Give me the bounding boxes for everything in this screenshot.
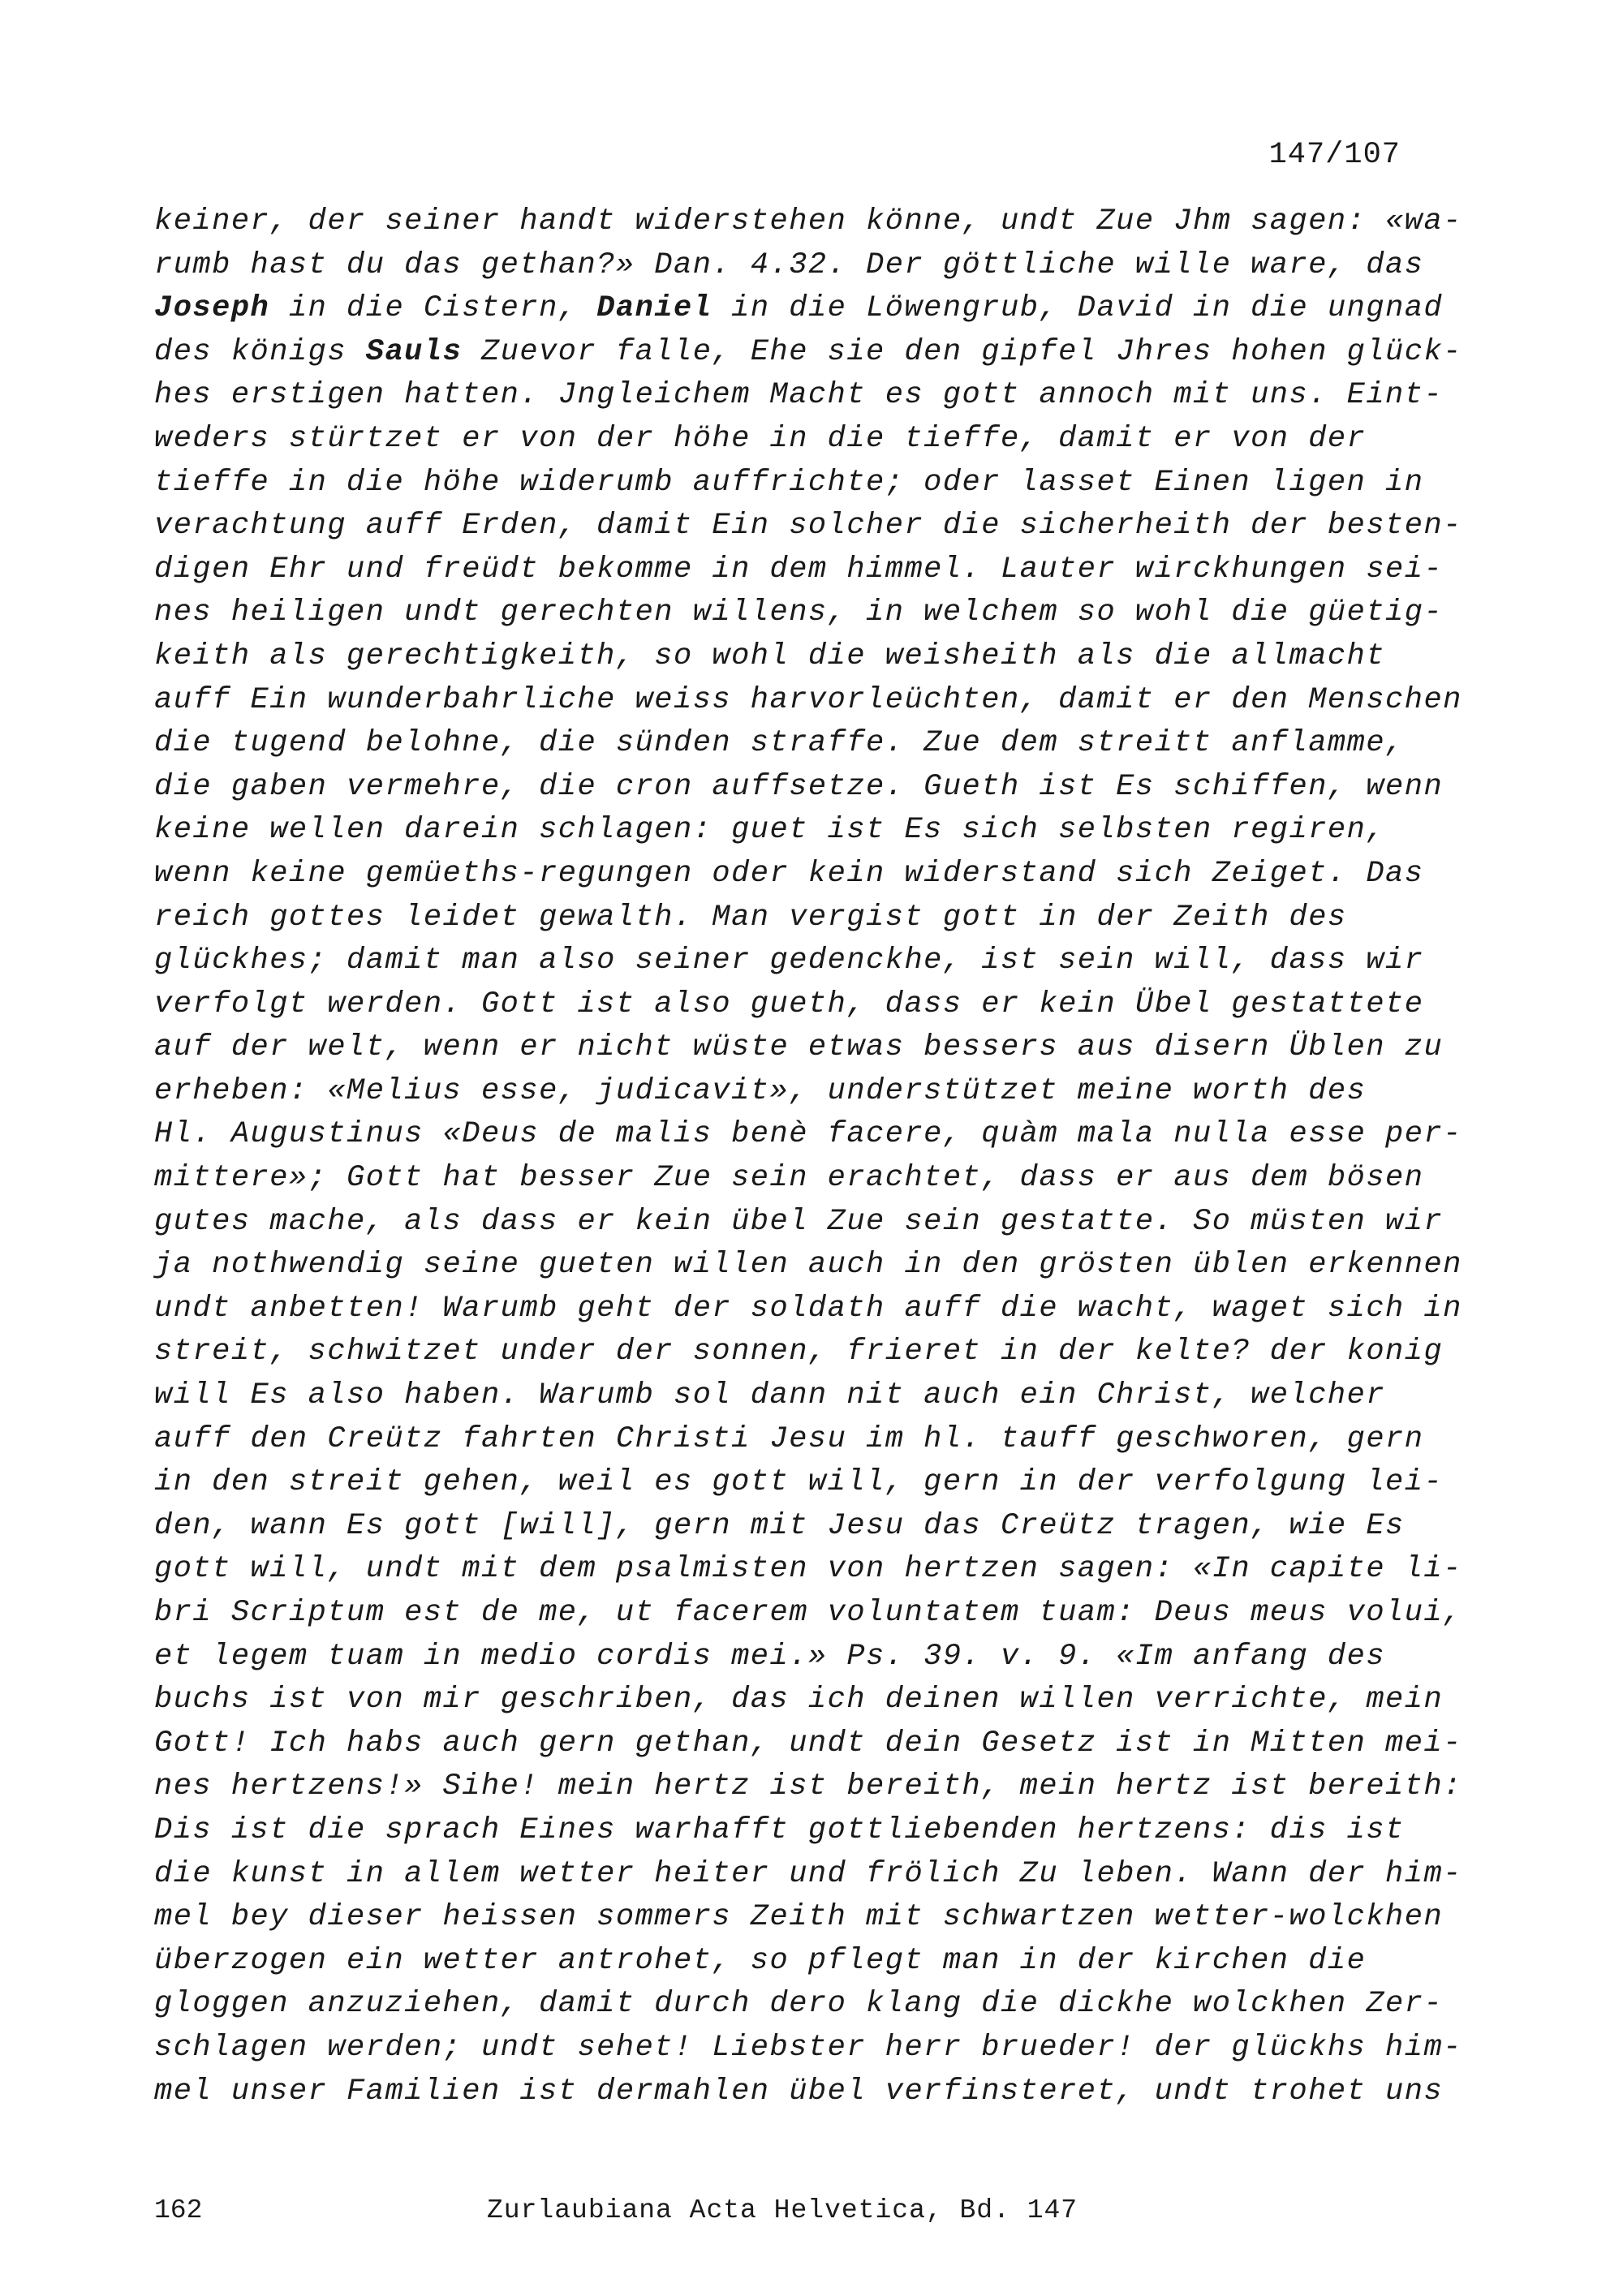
text-line	[154, 1592, 1462, 1636]
text-segment: gott will, undt mit dem psalmisten von hertzen sagen: «In capite li-	[154, 1552, 1462, 1587]
text-line	[154, 505, 1462, 548]
text-segment: auff den Creütz fahrten Christi Jesu im hl. tauff geschworen, gern	[154, 1421, 1424, 1456]
text-line	[154, 1983, 1444, 2027]
text-line	[154, 1722, 1462, 1766]
text-line	[154, 287, 1444, 331]
text-line	[154, 1461, 1444, 1505]
text-segment: in die Löwengrub, David in die ungnad	[712, 291, 1444, 326]
text-segment: keith als gerechtigkeith, so wohl die weisheith als die allmacht	[154, 638, 1386, 673]
text-segment: die kunst in allem wetter heiter und frölich Zu leben. Wann der him-	[154, 1856, 1462, 1891]
text-line	[154, 853, 1424, 896]
text-line	[154, 1026, 1444, 1070]
text-segment: rumb hast du das gethan?» Dan. 4.32. Der göttliche wille ware, das	[154, 247, 1424, 282]
text-segment: erheben: «Melius esse, judicavit», understützet meine worth des	[154, 1073, 1367, 1108]
text-segment: wenn keine gemüeths-regungen oder kein widerstand sich Zeiget. Das	[154, 856, 1424, 891]
folio-number: 147/107	[1268, 138, 1401, 172]
text-segment: überzogen ein wetter antrohet, so pflegt man in der kirchen die	[154, 1943, 1367, 1978]
text-line	[154, 2027, 1462, 2070]
text-segment: nes heiligen undt gerechten willens, in welchem so wohl die güetig-	[154, 595, 1444, 630]
body-text	[154, 200, 1462, 2113]
text-segment: undt anbetten! Warumb geht der soldath auff die wacht, waget sich in	[154, 1291, 1462, 1326]
text-segment: auff Ein wunderbahrliche weiss harvorleüchten, damit er den Menschen	[154, 682, 1462, 717]
text-line	[154, 1288, 1462, 1331]
text-line	[154, 983, 1424, 1027]
text-line	[154, 1070, 1420, 1114]
text-segment: Zuevor falle, Ehe sie den gipfel Jhres hohen glück-	[462, 334, 1462, 369]
text-line	[154, 2070, 1444, 2114]
text-segment: in den streit gehen, weil es gott will, gern in der verfolgung lei-	[154, 1465, 1444, 1500]
text-line	[154, 1505, 1420, 1549]
text-segment: auf der welt, wenn er nicht wüste etwas bessers aus disern Üblen zu	[154, 1030, 1444, 1065]
text-line	[154, 1853, 1462, 1897]
text-segment: verachtung auff Erden, damit Ein solcher die sicherheith der besten-	[154, 509, 1462, 544]
text-line	[154, 374, 1444, 418]
text-line	[154, 722, 1420, 766]
text-line	[154, 1896, 1444, 1940]
bold-name: Daniel	[596, 291, 712, 326]
text-line	[154, 1201, 1444, 1245]
text-segment: glückhes; damit man also seiner gedenckhe, ist sein will, dass wir	[154, 944, 1424, 978]
text-line	[154, 1157, 1424, 1201]
text-segment: schlagen werden; undt sehet! Liebster herr brueder! der glückhs him-	[154, 2030, 1462, 2065]
text-segment: die gaben vermehre, die cron auffsetze. Gueth ist Es schiffen, wenn	[154, 769, 1444, 804]
text-segment: mittere»; Gott hat besser Zue sein erachtet, dass er aus dem bösen	[154, 1161, 1424, 1196]
text-segment: verfolgt werden. Gott ist also gueth, dass er kein Übel gestattete	[154, 987, 1424, 1021]
text-segment: reich gottes leidet gewalth. Man vergist gott in der Zeith des	[154, 900, 1347, 935]
text-line	[154, 200, 1462, 244]
text-line	[154, 548, 1444, 592]
text-segment: tieffe in die höhe widerumb auffrichte; oder lasset Einen ligen in	[154, 465, 1424, 500]
footer-series-title: Zurlaubiana Acta Helvetica, Bd. 147	[487, 2195, 1078, 2225]
text-segment: bri Scriptum est de me, ut facerem voluntatem tuam: Deus meus volui,	[154, 1596, 1462, 1630]
text-line	[154, 635, 1420, 679]
text-segment: Dis ist die sprach Eines warhafft gottliebenden hertzens: dis ist	[154, 1812, 1405, 1847]
text-segment: die tugend belohne, die sünden straffe. Zue dem streitt anflamme,	[154, 726, 1405, 761]
text-line	[154, 1940, 1420, 1984]
text-segment: digen Ehr und freüdt bekomme in dem himmel. Lauter wirckhungen sei-	[154, 552, 1444, 587]
text-segment: gloggen anzuziehen, damit durch dero klang die dickhe wolckhen Zer-	[154, 1987, 1444, 2022]
text-segment: mel unser Familien ist dermahlen übel verfinsteret, undt trohet uns	[154, 2074, 1444, 2109]
text-line	[154, 896, 1420, 940]
text-line	[154, 679, 1462, 723]
text-line	[154, 331, 1462, 375]
text-segment: buchs ist von mir geschriben, das ich deinen willen verrichte, mein	[154, 1683, 1444, 1718]
text-line	[154, 1636, 1420, 1679]
text-segment: keine wellen darein schlagen: guet ist Es sich selbsten regiren,	[154, 813, 1386, 848]
text-segment: nes hertzens!» Sihe! mein hertz ist bereith, mein hertz ist bereith:	[154, 1769, 1462, 1804]
text-line	[154, 809, 1420, 853]
text-line	[154, 1113, 1462, 1157]
text-line	[154, 1765, 1462, 1809]
text-segment: des königs	[154, 334, 366, 369]
text-segment: Hl. Augustinus «Deus de malis benè facere, quàm mala nulla esse per-	[154, 1117, 1462, 1152]
text-line	[154, 1809, 1420, 1853]
text-segment: et legem tuam in medio cordis mei.» Ps. 39. v. 9. «Im anfang des	[154, 1639, 1386, 1674]
text-segment: mel bey dieser heissen sommers Zeith mit schwartzen wetter-wolckhen	[154, 1900, 1444, 1935]
text-segment: will Es also haben. Warumb sol dann nit auch ein Christ, welcher	[154, 1378, 1386, 1413]
text-line	[154, 1418, 1424, 1462]
footer-page-number: 162	[154, 2195, 203, 2225]
text-segment: in die Cistern,	[269, 291, 597, 326]
text-segment: den, wann Es gott [will], gern mit Jesu das Creütz tragen, wie Es	[154, 1508, 1405, 1543]
text-line	[154, 1679, 1444, 1722]
text-line	[154, 418, 1420, 462]
text-segment: Gott! Ich habs auch gern gethan, undt dein Gesetz ist in Mitten mei-	[154, 1726, 1462, 1761]
text-line	[154, 1548, 1462, 1592]
text-line	[154, 462, 1424, 505]
text-segment: gutes mache, als dass er kein übel Zue sein gestatte. So müsten wir	[154, 1204, 1444, 1239]
text-segment: keiner, der seiner handt widerstehen könne, undt Zue Jhm sagen: «wa-	[154, 204, 1462, 239]
text-line	[154, 1374, 1420, 1418]
text-segment: ja nothwendig seine gueten willen auch in den grösten üblen erkennen	[154, 1248, 1462, 1283]
text-line	[154, 1331, 1444, 1374]
text-line	[154, 591, 1444, 635]
text-segment: streit, schwitzet under der sonnen, frieret in der kelte? der konig	[154, 1335, 1444, 1369]
text-line	[154, 766, 1444, 810]
text-line	[154, 1244, 1462, 1288]
text-line	[154, 244, 1424, 288]
bold-name: Sauls	[365, 334, 463, 369]
bold-name: Joseph	[154, 291, 270, 326]
text-segment: hes erstigen hatten. Jngleichem Macht es gott annoch mit uns. Eint-	[154, 378, 1444, 413]
text-line	[154, 939, 1424, 983]
text-segment: weders stürtzet er von der höhe in die tieffe, damit er von der	[154, 421, 1367, 456]
